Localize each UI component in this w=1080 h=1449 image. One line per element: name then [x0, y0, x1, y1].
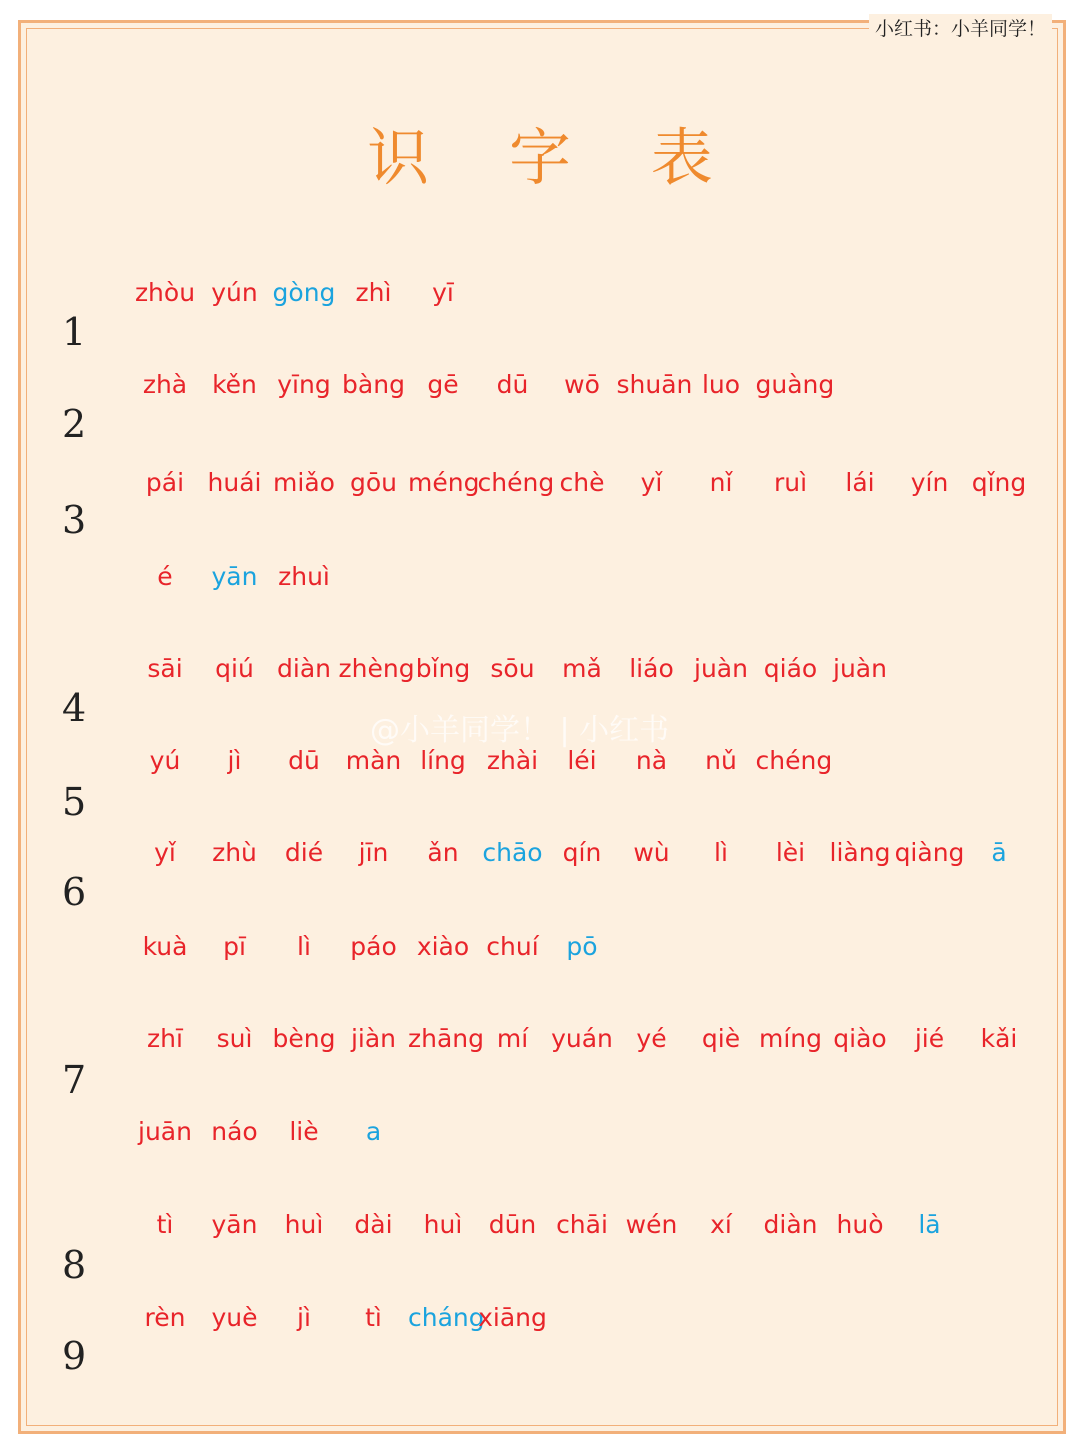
pinyin-syllable: sāi: [147, 654, 183, 683]
pinyin-syllable: jì: [297, 1303, 311, 1332]
pinyin-syllable: yān: [211, 562, 258, 591]
pinyin-syllable: qiào: [833, 1024, 887, 1053]
pinyin-syllable: juàn: [833, 654, 887, 683]
pinyin-syllable: míng: [758, 1024, 822, 1053]
pinyin-syllable: mí: [496, 1024, 529, 1053]
pinyin-syllable: huò: [836, 1210, 884, 1239]
pinyin-syllable: dié: [284, 838, 324, 867]
pinyin-syllable: yuè: [211, 1303, 258, 1332]
pinyin-syllable: chuí: [486, 932, 539, 961]
pinyin-syllable: zhà: [142, 370, 188, 399]
source-watermark: 小红书：小羊同学！: [869, 14, 1052, 41]
pinyin-syllable: bàng: [342, 370, 405, 399]
pinyin-syllable: yú: [149, 746, 181, 775]
pinyin-syllable: tì: [156, 1210, 174, 1239]
pinyin-syllable: kǎi: [980, 1024, 1018, 1053]
pinyin-syllable: ā: [991, 838, 1007, 867]
pinyin-syllable: líng: [420, 746, 466, 775]
pinyin-syllable: méng: [408, 468, 480, 497]
pinyin-syllable: juàn: [694, 654, 748, 683]
pinyin-syllable: mǎ: [562, 654, 602, 683]
pinyin-syllable: kěn: [212, 370, 257, 399]
pinyin-syllable: lā: [918, 1210, 941, 1239]
pinyin-syllable: bèng: [272, 1024, 336, 1053]
pinyin-syllable: dū: [288, 746, 320, 775]
lesson-number: 5: [62, 780, 87, 824]
pinyin-syllable: jīn: [358, 838, 389, 867]
pinyin-syllable: qǐng: [971, 468, 1027, 497]
pinyin-syllable: shuān: [616, 370, 693, 399]
pinyin-syllable: dūn: [488, 1210, 537, 1239]
pinyin-syllable: ǎn: [427, 838, 459, 867]
pinyin-syllable: náo: [211, 1117, 258, 1146]
pinyin-syllable: xí: [710, 1210, 732, 1239]
pinyin-syllable: zhèng: [338, 654, 415, 683]
pinyin-syllable: yuán: [551, 1024, 613, 1053]
pinyin-syllable: huì: [423, 1210, 463, 1239]
pinyin-syllable: pái: [145, 468, 185, 497]
pinyin-syllable: zhù: [212, 838, 257, 867]
pinyin-syllable: qiáo: [763, 654, 818, 683]
pinyin-syllable: dài: [354, 1210, 393, 1239]
pinyin-syllable: liàng: [829, 838, 891, 867]
pinyin-syllable: yān: [211, 1210, 258, 1239]
pinyin-syllable: chéng: [755, 746, 833, 775]
lesson-number: 8: [62, 1243, 87, 1287]
pinyin-syllable: lì: [297, 932, 311, 961]
pinyin-syllable: xiào: [416, 932, 470, 961]
pinyin-syllable: dū: [496, 370, 529, 399]
pinyin-syllable: páo: [350, 932, 397, 961]
pinyin-syllable: jì: [227, 746, 242, 775]
pinyin-syllable: miǎo: [273, 468, 335, 497]
pinyin-syllable: tì: [365, 1303, 382, 1332]
pinyin-syllable: suì: [216, 1024, 253, 1053]
pinyin-syllable: a: [365, 1117, 382, 1146]
pinyin-syllable: yīng: [277, 370, 331, 399]
pinyin-syllable: pī: [223, 932, 246, 961]
pinyin-syllable: zhòu: [134, 278, 196, 307]
pinyin-syllable: diàn: [277, 654, 331, 683]
overlay-watermark: @小羊同学！ | 小红书: [370, 713, 670, 748]
pinyin-syllable: liè: [289, 1117, 319, 1146]
pinyin-syllable: zhuì: [278, 562, 330, 591]
pinyin-syllable: sōu: [490, 654, 535, 683]
lesson-number: 6: [62, 870, 87, 914]
pinyin-syllable: kuà: [142, 932, 188, 961]
pinyin-syllable: zhāng: [408, 1024, 485, 1053]
lesson-number: 9: [62, 1334, 87, 1378]
pinyin-syllable: chāi: [556, 1210, 608, 1239]
pinyin-syllable: qiú: [215, 654, 254, 683]
pinyin-syllable: lèi: [775, 838, 806, 867]
pinyin-syllable: gòng: [272, 278, 336, 307]
pinyin-syllable: pō: [566, 932, 598, 961]
pinyin-syllable: xiāng: [478, 1303, 547, 1332]
pinyin-syllable: chéng: [477, 468, 555, 497]
pinyin-syllable: cháng: [408, 1303, 485, 1332]
pinyin-syllable: wù: [633, 838, 670, 867]
pinyin-syllable: liáo: [629, 654, 674, 683]
pinyin-syllable: gē: [427, 370, 459, 399]
pinyin-syllable: yé: [636, 1024, 667, 1053]
lesson-number: 1: [62, 310, 87, 354]
pinyin-syllable: gōu: [349, 468, 397, 497]
pinyin-syllable: huái: [207, 468, 262, 497]
pinyin-syllable: jié: [914, 1024, 945, 1053]
pinyin-syllable: chè: [559, 468, 605, 497]
pinyin-syllable: diàn: [763, 1210, 818, 1239]
pinyin-syllable: qín: [562, 838, 602, 867]
pinyin-syllable: léi: [567, 746, 597, 775]
pinyin-syllable: màn: [345, 746, 402, 775]
pinyin-syllable: yī: [432, 278, 454, 307]
pinyin-syllable: wō: [564, 370, 600, 399]
pinyin-syllable: rèn: [144, 1303, 186, 1332]
pinyin-syllable: qiàng: [894, 838, 965, 867]
pinyin-syllable: zhài: [486, 746, 539, 775]
lesson-number: 3: [62, 498, 87, 542]
pinyin-syllable: luo: [701, 370, 741, 399]
pinyin-syllable: lì: [714, 838, 728, 867]
pinyin-syllable: yǐ: [154, 838, 176, 867]
pinyin-syllable: nǔ: [705, 746, 737, 775]
pinyin-syllable: bǐng: [415, 654, 471, 683]
pinyin-syllable: ruì: [773, 468, 808, 497]
pinyin-syllable: yín: [910, 468, 949, 497]
pinyin-syllable: qiè: [701, 1024, 741, 1053]
pinyin-syllable: nà: [635, 746, 668, 775]
lesson-number: 7: [62, 1058, 87, 1102]
pinyin-syllable: yún: [211, 278, 258, 307]
pinyin-syllable: wén: [625, 1210, 678, 1239]
pinyin-syllable: jiàn: [350, 1024, 397, 1053]
pinyin-syllable: nǐ: [709, 468, 733, 497]
pinyin-syllable: chāo: [482, 838, 543, 867]
lesson-number: 2: [62, 402, 87, 446]
pinyin-syllable: yǐ: [640, 468, 663, 497]
page-title: 识 字 表: [367, 121, 743, 194]
pinyin-syllable: huì: [284, 1210, 324, 1239]
pinyin-syllable: é: [157, 562, 173, 591]
pinyin-syllable: juān: [138, 1117, 192, 1146]
pinyin-syllable: guàng: [755, 370, 835, 399]
pinyin-syllable: lái: [845, 468, 875, 497]
pinyin-syllable: zhī: [147, 1024, 183, 1053]
pinyin-syllable: zhì: [355, 278, 392, 307]
lesson-number: 4: [62, 686, 87, 730]
